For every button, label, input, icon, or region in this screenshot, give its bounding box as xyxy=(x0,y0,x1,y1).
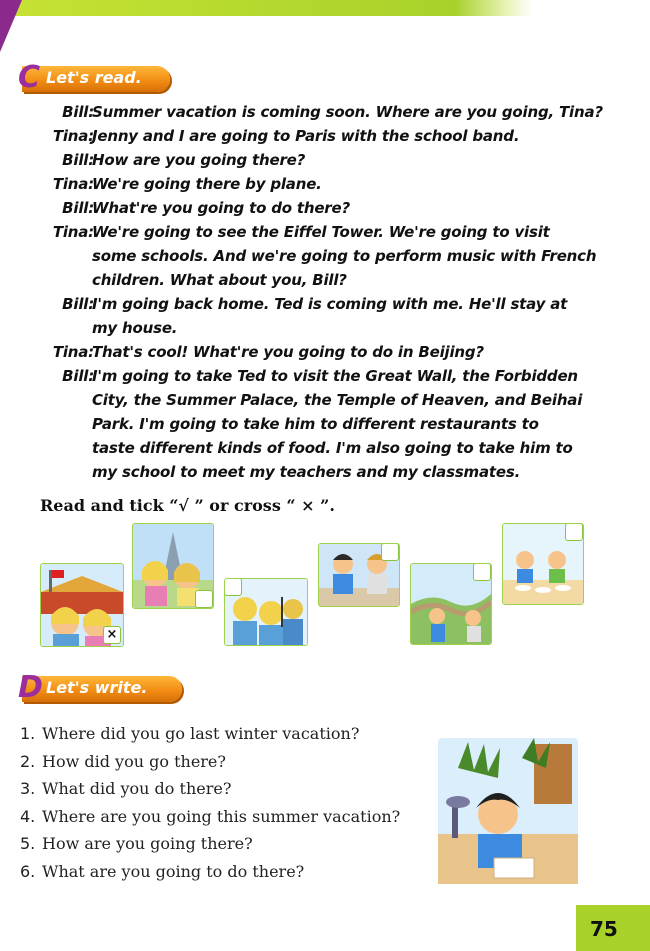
speaker-name: Bill: xyxy=(62,199,94,217)
section-c-letter: C xyxy=(18,60,41,95)
top-color-band xyxy=(0,0,650,16)
exercise-instruction: Read and tick “√ ” or cross “ × ”. xyxy=(40,496,335,515)
section-d-banner xyxy=(18,670,182,705)
dialogue-line xyxy=(20,223,610,247)
dialogue-text: Jenny and I are going to Paris with the school band. xyxy=(92,127,520,145)
dialogue-text: I'm going to take Ted to visit the Great Wall, the Forbidden xyxy=(92,367,578,385)
dialogue-line xyxy=(20,175,610,199)
dialogue-line xyxy=(20,199,610,223)
question-item xyxy=(20,862,400,890)
question-item xyxy=(20,807,400,835)
question-item xyxy=(20,724,400,752)
dialogue-line xyxy=(20,319,610,343)
section-c-banner xyxy=(18,60,170,95)
dialogue-line xyxy=(20,247,610,271)
section-c-title: Let's read. xyxy=(46,68,142,87)
picture-4-boys xyxy=(318,543,400,607)
question-item xyxy=(20,834,400,862)
dialogue-line xyxy=(20,295,610,319)
question-text: How are you going there? xyxy=(42,834,253,853)
section-d-title: Let's write. xyxy=(46,678,148,697)
dialogue-text: We're going there by plane. xyxy=(92,175,322,193)
tick-box-4[interactable] xyxy=(381,543,399,561)
boy-at-desk-picture xyxy=(438,738,578,884)
question-number: 3. xyxy=(20,779,36,798)
dialogue-line xyxy=(20,463,610,487)
dialogue-line xyxy=(20,367,610,391)
top-corner-decoration xyxy=(0,0,22,52)
question-number: 1. xyxy=(20,724,36,743)
dialogue-line xyxy=(20,415,610,439)
picture-6-restaurant xyxy=(502,523,584,605)
dialogue-text: taste different kinds of food. I'm also going to take him to xyxy=(92,439,573,457)
page-number: 75 xyxy=(590,917,618,941)
reading-dialogue xyxy=(20,103,610,487)
speaker-name: Tina: xyxy=(52,223,94,241)
dialogue-line xyxy=(20,151,610,175)
picture-2-eiffel xyxy=(132,523,214,609)
dialogue-line xyxy=(20,103,610,127)
dialogue-text: City, the Summer Palace, the Temple of Heaven, and Beihai xyxy=(92,391,583,409)
writing-questions xyxy=(20,724,400,889)
dialogue-line xyxy=(20,271,610,295)
boy-studying-illustration xyxy=(438,738,578,884)
dialogue-text: How are you going there? xyxy=(92,151,306,169)
question-text: How did you go there? xyxy=(42,751,226,771)
speaker-name: Bill: xyxy=(62,295,94,313)
dialogue-text: I'm going back home. Ted is coming with me. He'll stay at xyxy=(92,295,568,313)
speaker-name: Tina: xyxy=(52,343,94,361)
dialogue-text: We're going to see the Eiffel Tower. We're going to visit xyxy=(92,223,550,241)
dialogue-text: my school to meet my teachers and my classmates. xyxy=(92,463,521,481)
dialogue-line xyxy=(20,127,610,151)
dialogue-text: children. What about you, Bill? xyxy=(92,271,347,289)
tick-box-3[interactable] xyxy=(224,578,242,596)
dialogue-line xyxy=(20,439,610,463)
section-d-letter: D xyxy=(18,670,43,705)
dialogue-text: What're you going to do there? xyxy=(92,199,350,217)
question-number: 6. xyxy=(20,861,36,881)
picture-5-great-wall xyxy=(410,563,492,645)
speaker-name: Bill: xyxy=(62,367,94,385)
dialogue-text: some schools. And we're going to perform music with French xyxy=(92,247,597,265)
tick-box-5[interactable] xyxy=(473,563,491,581)
tick-box-1[interactable]: × xyxy=(103,626,121,644)
page-number-box xyxy=(576,905,650,951)
question-number: 5. xyxy=(20,834,36,853)
dialogue-text: Summer vacation is coming soon. Where are you going, Tina? xyxy=(92,103,603,121)
question-text: Where did you go last winter vacation? xyxy=(42,724,360,743)
tick-box-2[interactable] xyxy=(195,590,213,608)
tick-box-6[interactable] xyxy=(565,523,583,541)
dialogue-text: Park. I'm going to take him to different restaurants to xyxy=(92,415,539,433)
question-number: 2. xyxy=(20,751,36,771)
speaker-name: Tina: xyxy=(52,127,94,145)
question-text: Where are you going this summer vacation? xyxy=(42,806,401,826)
speaker-name: Tina: xyxy=(52,175,94,193)
speaker-name: Bill: xyxy=(62,103,94,121)
dialogue-line xyxy=(20,343,610,367)
dialogue-text: That's cool! What're you going to do in Beijing? xyxy=(92,343,484,361)
question-number: 4. xyxy=(20,806,36,826)
picture-3-band xyxy=(224,578,308,646)
question-item xyxy=(20,752,400,780)
question-text: What are you going to do there? xyxy=(42,861,305,881)
speaker-name: Bill: xyxy=(62,151,94,169)
question-text: What did you do there? xyxy=(42,779,232,798)
question-item xyxy=(20,779,400,807)
dialogue-line xyxy=(20,391,610,415)
dialogue-text: my house. xyxy=(92,319,178,337)
picture-1-tiananmen xyxy=(40,563,124,647)
